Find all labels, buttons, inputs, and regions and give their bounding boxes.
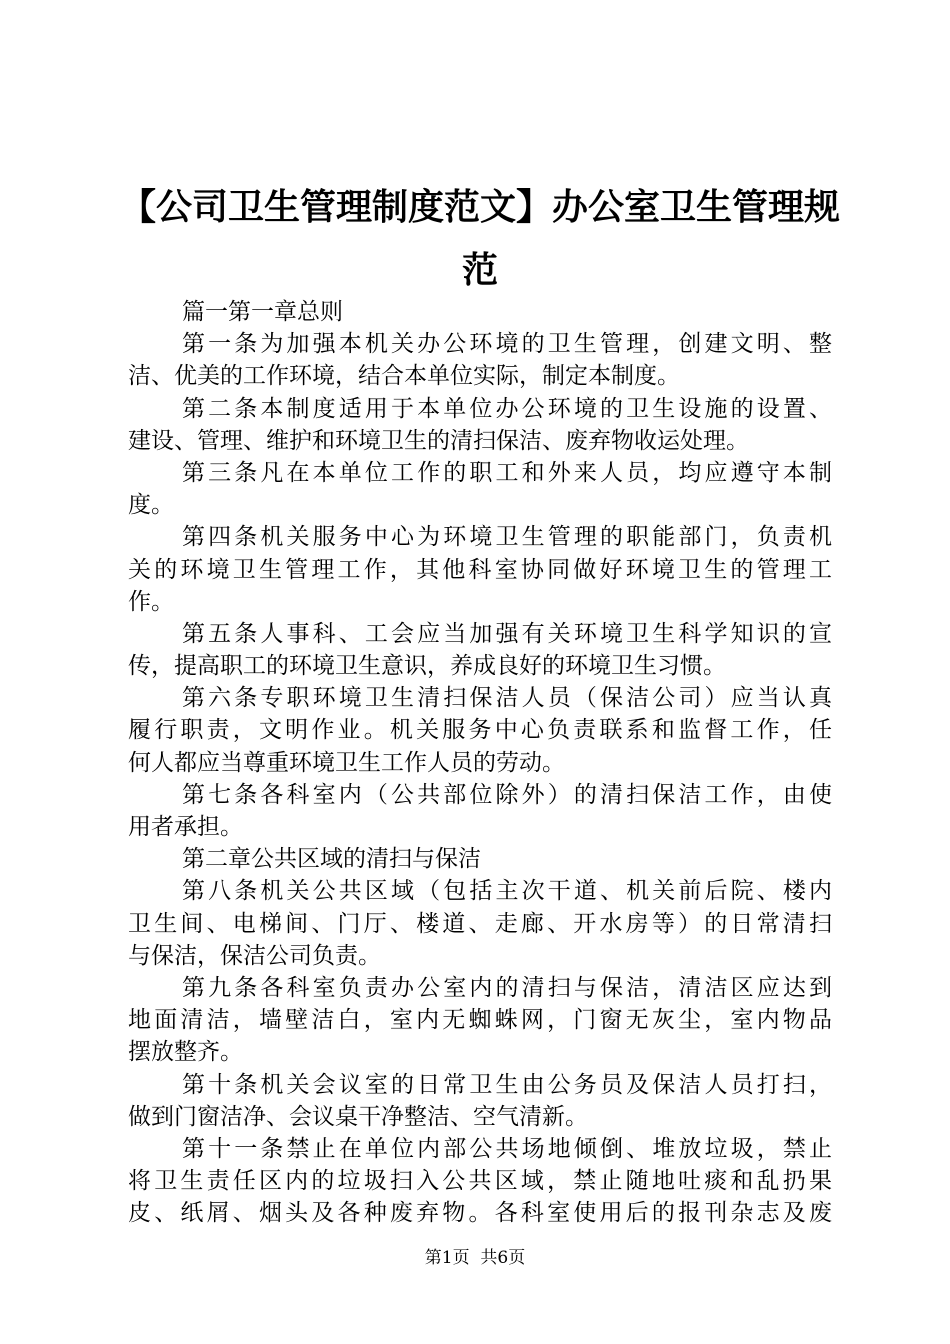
body-line: 用者承担。 [128, 814, 243, 840]
body-line: 度。 [128, 492, 174, 519]
body-line: 篇一第一章总则 [182, 299, 343, 325]
body-line: 将卫生责任区内的垃圾扫入公共区域，禁止随地吐痰和乱扔果 [128, 1168, 832, 1195]
body-line: 第二章公共区域的清扫与保洁 [182, 846, 481, 873]
body-line: 第八条机关公共区域（包括主次干道、机关前后院、楼内 [182, 878, 832, 905]
body-line: 第二条本制度适用于本单位办公环境的卫生设施的设置、 [182, 395, 832, 422]
body-line: 第七条各科室内（公共部位除外）的清扫保洁工作，由使 [182, 781, 832, 808]
body-line: 关的环境卫生管理工作，其他科室协同做好环境卫生的管理工 [128, 556, 832, 583]
body-line: 与保洁，保洁公司负责。 [128, 942, 381, 969]
body-line: 第十条机关会议室的日常卫生由公务员及保洁人员打扫， [182, 1071, 832, 1098]
body-line: 卫生间、电梯间、门厅、楼道、走廊、开水房等）的日常清扫 [128, 910, 832, 937]
body-line: 履行职责，文明作业。机关服务中心负责联系和监督工作，任 [128, 717, 832, 744]
body-line: 传，提高职工的环境卫生意识，养成良好的环境卫生习惯。 [128, 653, 726, 680]
body-line: 建设、管理、维护和环境卫生的清扫保洁、废弃物收运处理。 [128, 427, 749, 454]
body-line: 第三条凡在本单位工作的职工和外来人员，均应遵守本制 [182, 459, 832, 486]
body-line: 作。 [128, 588, 174, 615]
body-line: 皮、纸屑、烟头及各种废弃物。各科室使用后的报刊杂志及废 [128, 1200, 832, 1227]
page-footer: 第1页 共6页 [424, 1248, 526, 1268]
document-body [128, 296, 832, 1229]
body-line: 第一条为加强本机关办公环境的卫生管理，创建文明、整 [182, 331, 832, 358]
body-line: 做到门窗洁净、会议桌干净整洁、空气清新。 [128, 1103, 588, 1130]
body-line: 第九条各科室负责办公室内的清扫与保洁，清洁区应达到 [182, 974, 832, 1001]
body-line: 何人都应当尊重环境卫生工作人员的劳动。 [128, 749, 565, 776]
body-line: 第十一条禁止在单位内部公共场地倾倒、堆放垃圾，禁止 [182, 1135, 832, 1162]
body-line: 洁、优美的工作环境，结合本单位实际，制定本制度。 [128, 363, 680, 390]
document-title-line-1: 【公司卫生管理制度范文】办公室卫生管理规 [119, 186, 840, 228]
body-line: 第五条人事科、工会应当加强有关环境卫生科学知识的宣 [182, 620, 832, 647]
body-line: 第四条机关服务中心为环境卫生管理的职能部门，负责机 [182, 524, 832, 551]
body-line: 摆放整齐。 [128, 1039, 243, 1066]
body-line: 第六条专职环境卫生清扫保洁人员（保洁公司）应当认真 [182, 685, 832, 712]
body-line: 地面清洁，墙壁洁白，室内无蜘蛛网，门窗无灰尘，室内物品 [128, 1007, 832, 1034]
document-title-line-2: 范 [461, 249, 498, 291]
